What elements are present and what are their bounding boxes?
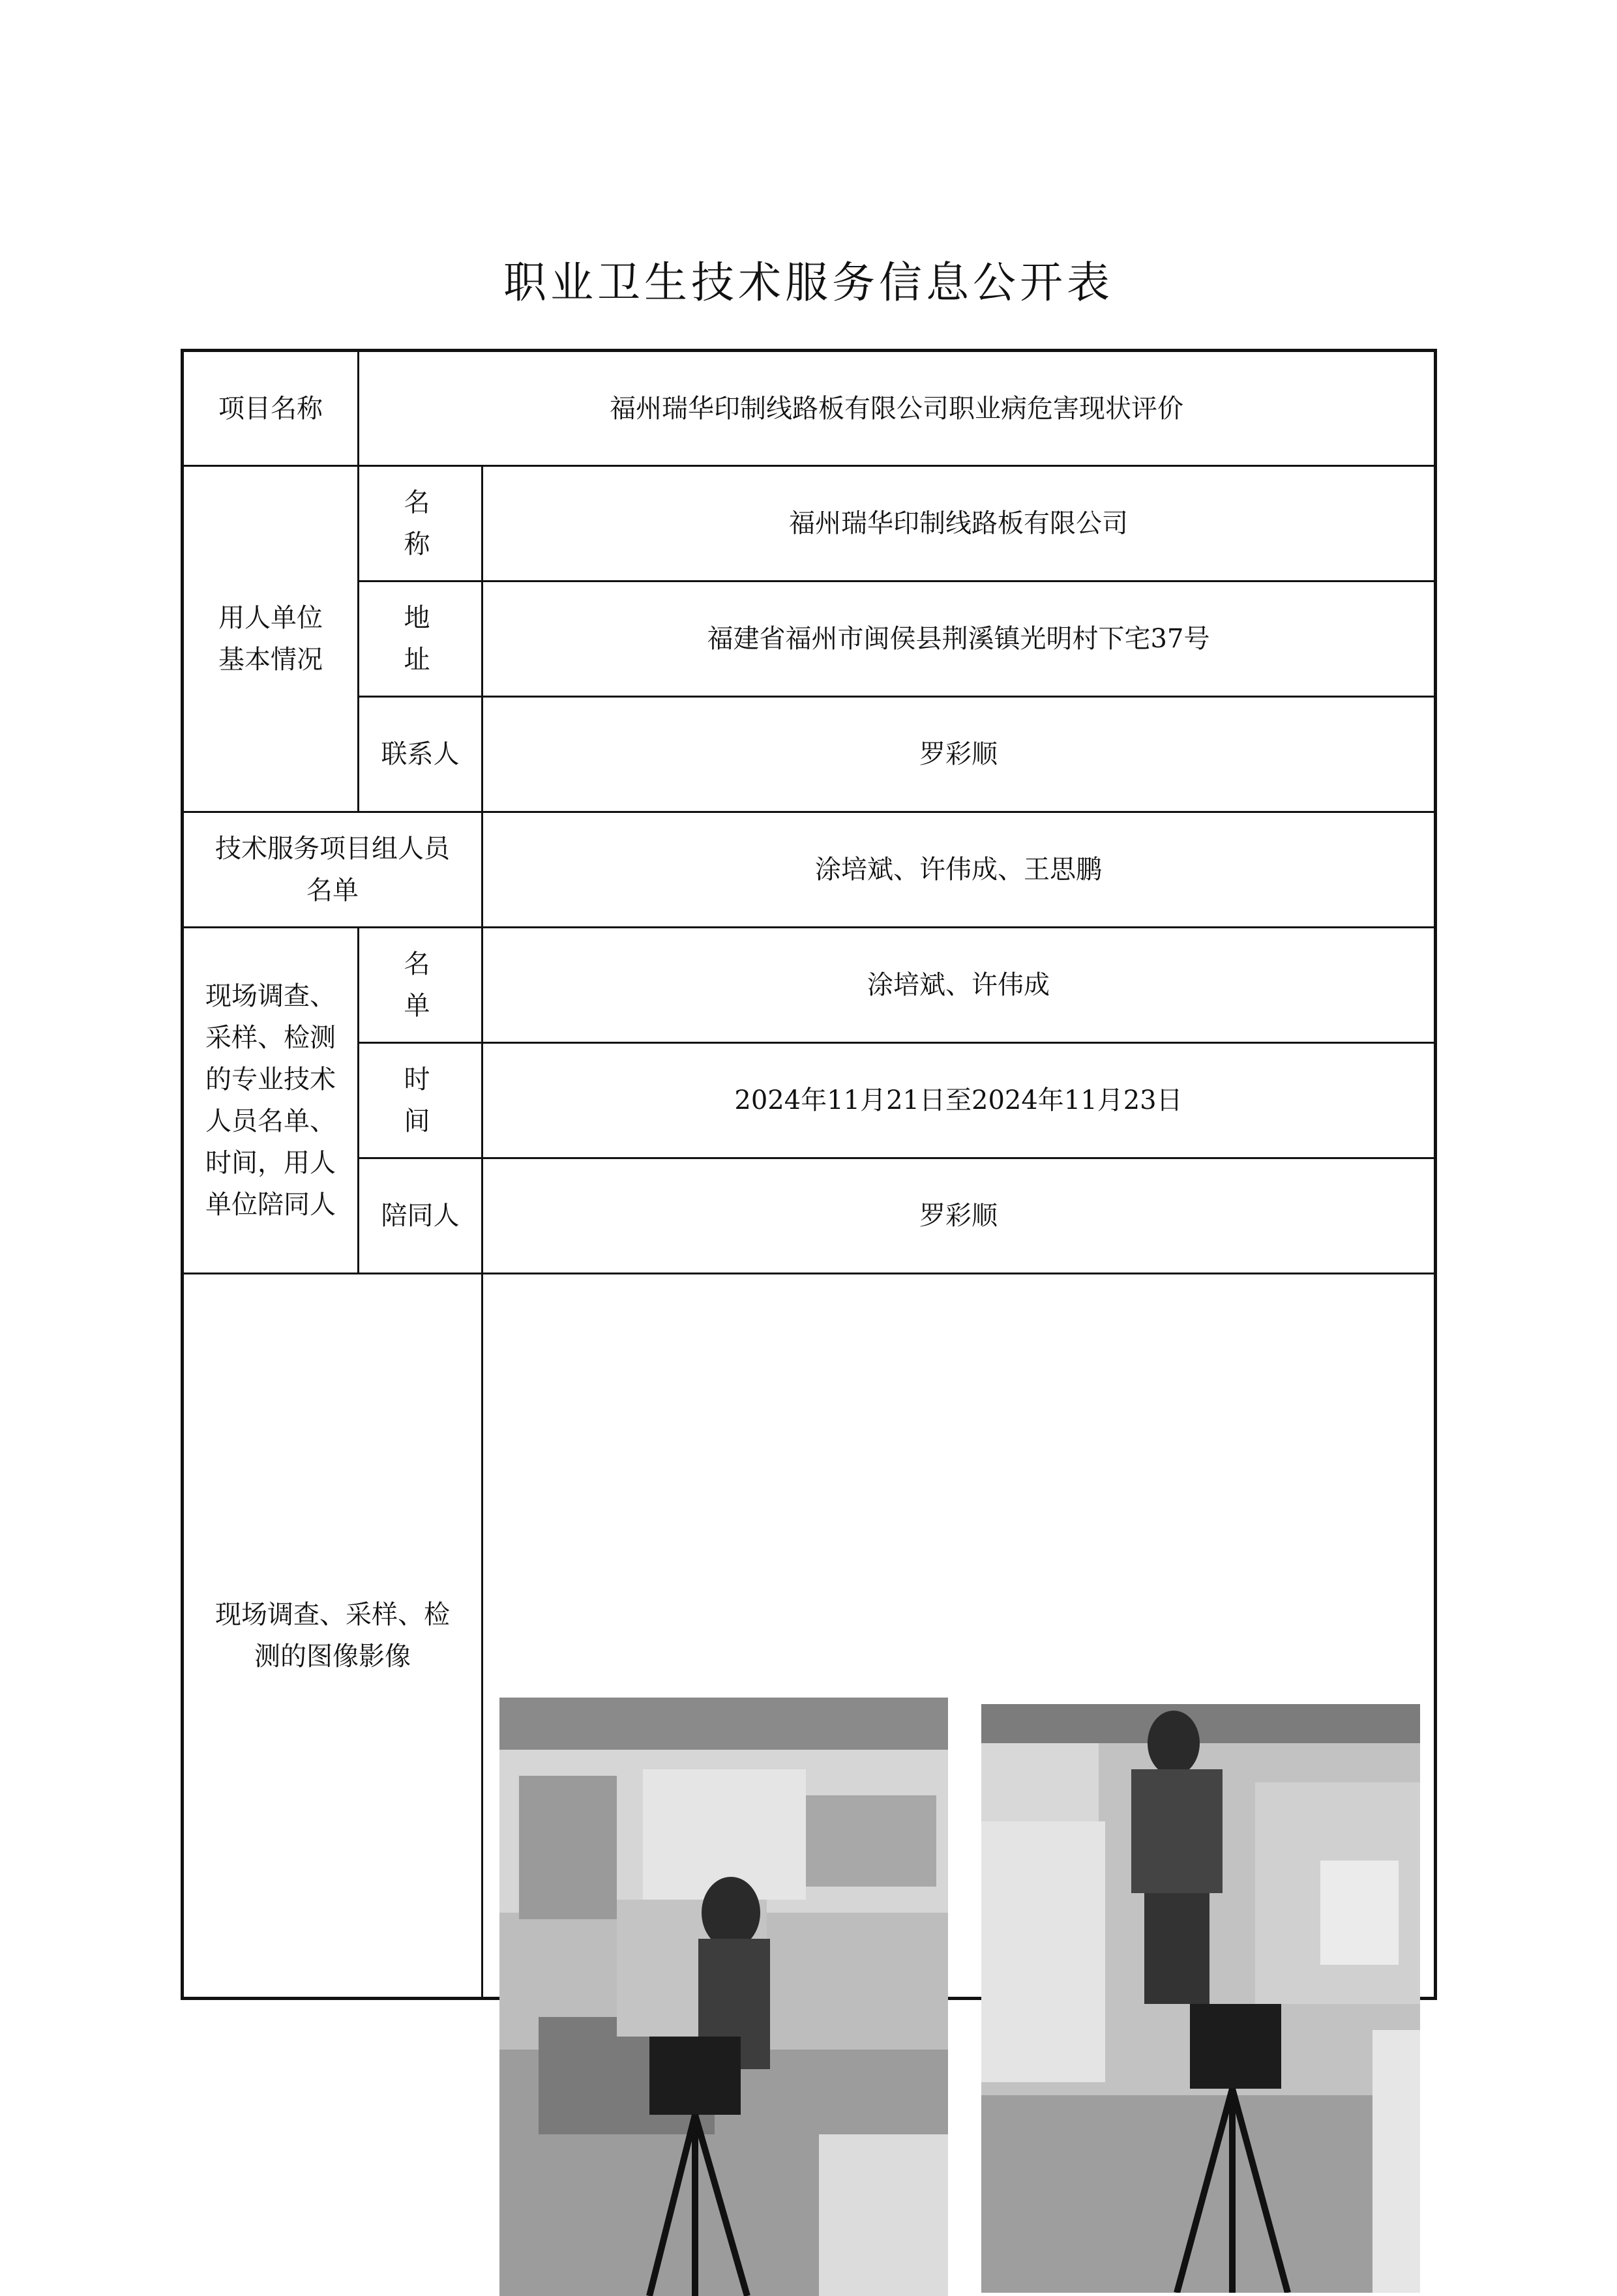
survey-label-line: 现场调查、 (205, 981, 336, 1011)
images-label (183, 1274, 482, 1999)
row-employer-name (183, 466, 1436, 581)
images-label-line1: 现场调查、采样、检 (215, 1600, 450, 1630)
images-label-line2: 测的图像影像 (254, 1641, 411, 1671)
project-label: 项目名称 (183, 351, 359, 466)
row-survey-companion (183, 1158, 1436, 1274)
images-cell (482, 1274, 1436, 1999)
team-label-line2: 名单 (306, 876, 359, 905)
employer-name-label: 名 称 (359, 466, 482, 581)
survey-label-line: 的专业技术 (205, 1065, 336, 1095)
row-employer-contact (183, 697, 1436, 812)
row-team (183, 812, 1436, 928)
site-photo-printing-machine (499, 1698, 948, 2296)
survey-companion-label: 陪同人 (359, 1158, 482, 1274)
survey-names-label: 名 单 (359, 928, 482, 1043)
team-value: 涂培斌、许伟成、王思鹏 (482, 812, 1436, 928)
employer-contact-label: 联系人 (359, 697, 482, 812)
employer-group-label (183, 466, 359, 812)
survey-names-value: 涂培斌、许伟成 (482, 928, 1436, 1043)
row-project (183, 351, 1436, 466)
employer-name-value: 福州瑞华印制线路板有限公司 (482, 466, 1436, 581)
survey-time-value: 2024年11月21日至2024年11月23日 (482, 1043, 1436, 1158)
survey-companion-value: 罗彩顺 (482, 1158, 1436, 1274)
project-value: 福州瑞华印制线路板有限公司职业病危害现状评价 (359, 351, 1436, 466)
row-survey-names (183, 928, 1436, 1043)
survey-time-label: 时 间 (359, 1043, 482, 1158)
info-table (181, 349, 1437, 2000)
survey-group-label (183, 928, 359, 1274)
survey-label-line: 单位陪同人 (205, 1190, 336, 1220)
row-employer-address (183, 581, 1436, 697)
site-photo-worker-machine (981, 1704, 1420, 2293)
employer-address-label: 地 址 (359, 581, 482, 697)
row-survey-time (183, 1043, 1436, 1158)
survey-label-line: 时间，用人 (205, 1148, 336, 1178)
employer-contact-value: 罗彩顺 (482, 697, 1436, 812)
employer-group-label-line1: 用人单位 (218, 603, 323, 633)
row-images (183, 1274, 1436, 1999)
team-label (183, 812, 482, 928)
survey-label-line: 人员名单、 (205, 1106, 336, 1136)
survey-label-line: 采样、检测 (205, 1023, 336, 1053)
photo-2-drawing (981, 1704, 1420, 2293)
photo-1-drawing (499, 1698, 948, 2296)
document-title: 职业卫生技术服务信息公开表 (503, 258, 1114, 308)
team-label-line1: 技术服务项目组人员 (215, 834, 450, 864)
employer-address-value: 福建省福州市闽侯县荆溪镇光明村下宅37号 (482, 581, 1436, 697)
employer-group-label-line2: 基本情况 (218, 645, 323, 675)
